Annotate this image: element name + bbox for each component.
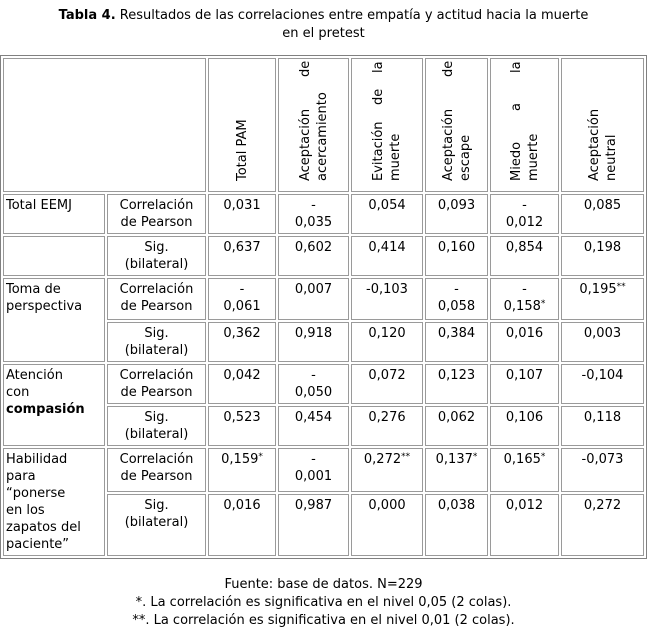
statistic-label-line: Sig. (144, 497, 169, 513)
header-line: muerte (388, 133, 403, 181)
statistic-label-line: Correlación (119, 452, 194, 467)
statistic-label-line: Sig. (144, 410, 169, 425)
table-title-line1 (0, 7, 647, 25)
value-cell (425, 494, 488, 556)
table-row (3, 364, 644, 404)
value-cell (278, 364, 349, 404)
value-line: 0,158* (503, 299, 546, 314)
correlations-table (0, 55, 647, 559)
statistic-label-line: Sig. (144, 240, 169, 255)
value-cell (490, 278, 559, 320)
value-cell (490, 194, 559, 234)
value-line: 0,085 (583, 198, 622, 213)
value-line: 0,123 (437, 368, 476, 383)
source-line: Fuente: base de datos. N=229 (224, 577, 423, 592)
value-cell (561, 278, 644, 320)
value-line: 0,137* (435, 452, 478, 467)
value-cell (561, 406, 644, 446)
statistic-label-cell (107, 406, 206, 446)
row-label-cell-empty (3, 236, 105, 276)
header-word: a (508, 103, 524, 112)
statistic-label-line: (bilateral) (124, 427, 189, 442)
value-line: 0,384 (437, 326, 476, 341)
value-line: -0,104 (581, 368, 624, 383)
statistic-label-line: Correlación (119, 198, 194, 213)
statistic-label-line: Sig. (144, 326, 169, 341)
row-label-line: zapatos del (6, 520, 81, 535)
value-cell (425, 448, 488, 492)
row-label-line: Total EEMJ (6, 198, 72, 213)
row-label-line: Atención (6, 368, 63, 383)
value-line: 0,195** (579, 282, 626, 297)
header-row (3, 58, 644, 192)
value-line: - (522, 198, 527, 213)
value-line: 0,035 (294, 215, 333, 230)
value-cell (208, 364, 276, 404)
value-line: 0,042 (223, 368, 261, 383)
footnote-significance-01: **. La correlación es significativa en el nivel 0,01 (2 colas). (132, 613, 515, 628)
statistic-label-line: Correlación (119, 282, 194, 297)
value-line: 0,062 (437, 410, 476, 425)
statistic-label-line: de Pearson (120, 299, 193, 314)
value-line: 0,198 (583, 240, 622, 255)
value-cell (425, 406, 488, 446)
value-cell (208, 278, 276, 320)
significance-asterisk: * (472, 452, 478, 462)
footnote-significance-05: *. La correlación es significativa en el nivel 0,05 (2 colas). (135, 595, 512, 610)
header-word: Aceptación (297, 108, 313, 181)
rotated-header-text (234, 61, 251, 181)
value-line: - (311, 368, 316, 383)
value-cell (490, 406, 559, 446)
corner-header-cell (3, 58, 206, 192)
table-number: Tabla 4. (58, 8, 116, 23)
value-cell (425, 236, 488, 276)
row-label-line: compasión (6, 402, 85, 417)
rotated-header-text (508, 61, 542, 181)
table-title-line2: en el pretest (282, 26, 365, 41)
value-cell (490, 364, 559, 404)
row-label-line: perspectiva (6, 299, 83, 314)
table-row (3, 448, 644, 492)
row-label-cell-habilidad-para-ponerse-en-los-zapatos-del-paciente (3, 448, 105, 556)
value-line: 0,012 (505, 215, 544, 230)
table-header (3, 58, 644, 192)
value-line: 0,093 (437, 198, 476, 213)
value-line: 0,918 (294, 326, 333, 341)
value-line: -0,103 (366, 282, 408, 297)
value-line: 0,602 (294, 240, 333, 255)
row-label-line: Habilidad (6, 452, 68, 467)
header-line (370, 61, 387, 181)
value-line: 0,272** (363, 452, 411, 467)
value-cell (278, 236, 349, 276)
table-row (3, 278, 644, 320)
value-cell (351, 364, 423, 404)
value-cell (561, 494, 644, 556)
value-line: 0,003 (583, 326, 622, 341)
header-word: de (440, 61, 456, 78)
value-cell (561, 448, 644, 492)
value-cell (278, 322, 349, 362)
column-header-evitacion-de-la-muerte (351, 58, 423, 192)
significance-asterisk: ** (616, 282, 626, 292)
value-line: 0,854 (505, 240, 544, 255)
value-cell (490, 236, 559, 276)
value-cell (561, 236, 644, 276)
header-word: de (297, 61, 313, 78)
value-line: - (239, 282, 245, 297)
value-line: 0,107 (505, 368, 544, 383)
value-line: - (522, 282, 527, 297)
table-body (3, 194, 644, 556)
table-title-text: Resultados de las correlaciones entre empatía y actitud hacia la muerte (115, 8, 589, 23)
statistic-label-cell (107, 278, 206, 320)
rotated-header-text (586, 61, 620, 181)
value-cell (425, 322, 488, 362)
value-line: 0,050 (294, 385, 333, 400)
header-line: escape (457, 134, 473, 181)
value-cell (208, 406, 276, 446)
value-line: 0,523 (223, 410, 261, 425)
value-cell (490, 494, 559, 556)
value-cell (278, 448, 349, 492)
value-cell (351, 278, 423, 320)
header-word: la (508, 61, 524, 73)
value-line: -0,073 (581, 452, 624, 467)
column-header-aceptacion-neutral (561, 58, 644, 192)
value-line: 0,054 (368, 198, 406, 213)
statistic-label-line: de Pearson (120, 215, 193, 230)
value-line: 0,120 (368, 326, 406, 341)
header-word: la (371, 61, 386, 73)
header-line: Aceptación (586, 108, 602, 181)
value-line: 0,007 (294, 282, 333, 297)
value-cell (278, 278, 349, 320)
statistic-label-cell (107, 194, 206, 234)
value-line: 0,276 (368, 410, 406, 425)
value-line: 0,058 (437, 299, 476, 314)
statistic-label-cell (107, 364, 206, 404)
value-line: 0,272 (583, 497, 622, 513)
value-cell (208, 236, 276, 276)
value-cell (490, 448, 559, 492)
value-cell (425, 278, 488, 320)
row-label-line: en los (6, 503, 45, 518)
rotated-header-text (440, 61, 474, 181)
row-label-line: para (6, 469, 36, 484)
value-line: 0,000 (368, 497, 406, 513)
value-line: 0,016 (505, 326, 544, 341)
value-cell (208, 322, 276, 362)
statistic-label-cell (107, 236, 206, 276)
significance-asterisk: * (540, 299, 546, 309)
value-line: 0,016 (223, 497, 261, 513)
rotated-header-text (297, 61, 331, 181)
value-line: 0,118 (583, 410, 622, 425)
value-cell (561, 322, 644, 362)
row-label-line: “ponerse (6, 486, 66, 501)
statistic-label-line: de Pearson (120, 385, 193, 400)
value-cell (425, 194, 488, 234)
value-cell (208, 194, 276, 234)
value-line: 0,414 (368, 240, 406, 255)
statistic-label-cell (107, 448, 206, 492)
row-label-line: Toma de (6, 282, 61, 297)
significance-asterisk: ** (401, 452, 411, 462)
statistic-label-line: (bilateral) (124, 343, 189, 358)
value-cell (351, 194, 423, 234)
value-line: 0,031 (223, 198, 261, 213)
value-line: 0,106 (505, 410, 544, 425)
value-line: 0,454 (294, 410, 333, 425)
value-cell (351, 236, 423, 276)
value-cell (278, 194, 349, 234)
value-cell (561, 194, 644, 234)
table-title (0, 7, 647, 43)
column-header-aceptacion-de-escape (425, 58, 488, 192)
value-cell (208, 494, 276, 556)
table-footnotes (0, 576, 647, 630)
column-header-miedo-a-la-muerte (490, 58, 559, 192)
value-cell (351, 406, 423, 446)
value-cell (351, 322, 423, 362)
value-line: 0,637 (223, 240, 261, 255)
significance-asterisk: * (258, 452, 263, 462)
value-line: 0,061 (223, 299, 261, 314)
value-cell (425, 364, 488, 404)
column-header-aceptacion-de-acercamiento (278, 58, 349, 192)
significance-asterisk: * (540, 452, 546, 462)
row-label-line: con (6, 385, 30, 400)
value-line: 0,362 (223, 326, 261, 341)
value-cell (490, 322, 559, 362)
row-label-cell-toma-de-perspectiva (3, 278, 105, 362)
header-line: neutral (603, 134, 619, 181)
value-line: 0,165* (503, 452, 546, 467)
column-header-total-pam (208, 58, 276, 192)
table-row (3, 194, 644, 234)
value-line: 0,987 (294, 497, 333, 513)
value-line: - (454, 282, 459, 297)
value-line: 0,001 (294, 469, 333, 484)
table-row (3, 236, 644, 276)
row-label-cell-total-eemj (3, 194, 105, 234)
value-line: 0,159* (221, 452, 263, 467)
header-line (297, 61, 314, 181)
value-line: 0,012 (505, 497, 544, 513)
value-line: 0,038 (437, 497, 476, 513)
value-cell (351, 494, 423, 556)
statistic-label-line: Correlación (119, 368, 194, 383)
value-line: - (311, 198, 316, 213)
statistic-label-cell (107, 494, 206, 556)
header-line: muerte (525, 133, 541, 181)
statistic-label-line: de Pearson (120, 469, 193, 484)
row-label-cell-atencion-con-compasion (3, 364, 105, 446)
header-line: Total PAM (234, 119, 250, 181)
value-cell (208, 448, 276, 492)
value-line: 0,072 (368, 368, 406, 383)
page (0, 7, 647, 630)
value-cell (278, 494, 349, 556)
header-line: acercamiento (314, 92, 330, 181)
rotated-header-text (370, 61, 404, 181)
header-word: Evitación (371, 121, 386, 181)
row-label-line: paciente” (6, 537, 70, 552)
header-line (508, 61, 525, 181)
header-word: de (371, 88, 386, 106)
header-line (440, 61, 457, 181)
value-cell (351, 448, 423, 492)
header-word: Miedo (508, 141, 524, 181)
statistic-label-line: (bilateral) (124, 257, 189, 272)
value-cell (561, 364, 644, 404)
value-cell (278, 406, 349, 446)
statistic-label-line: (bilateral) (124, 514, 189, 530)
header-word: Aceptación (440, 108, 456, 181)
value-line: - (311, 452, 316, 467)
statistic-label-cell (107, 322, 206, 362)
value-line: 0,160 (437, 240, 476, 255)
